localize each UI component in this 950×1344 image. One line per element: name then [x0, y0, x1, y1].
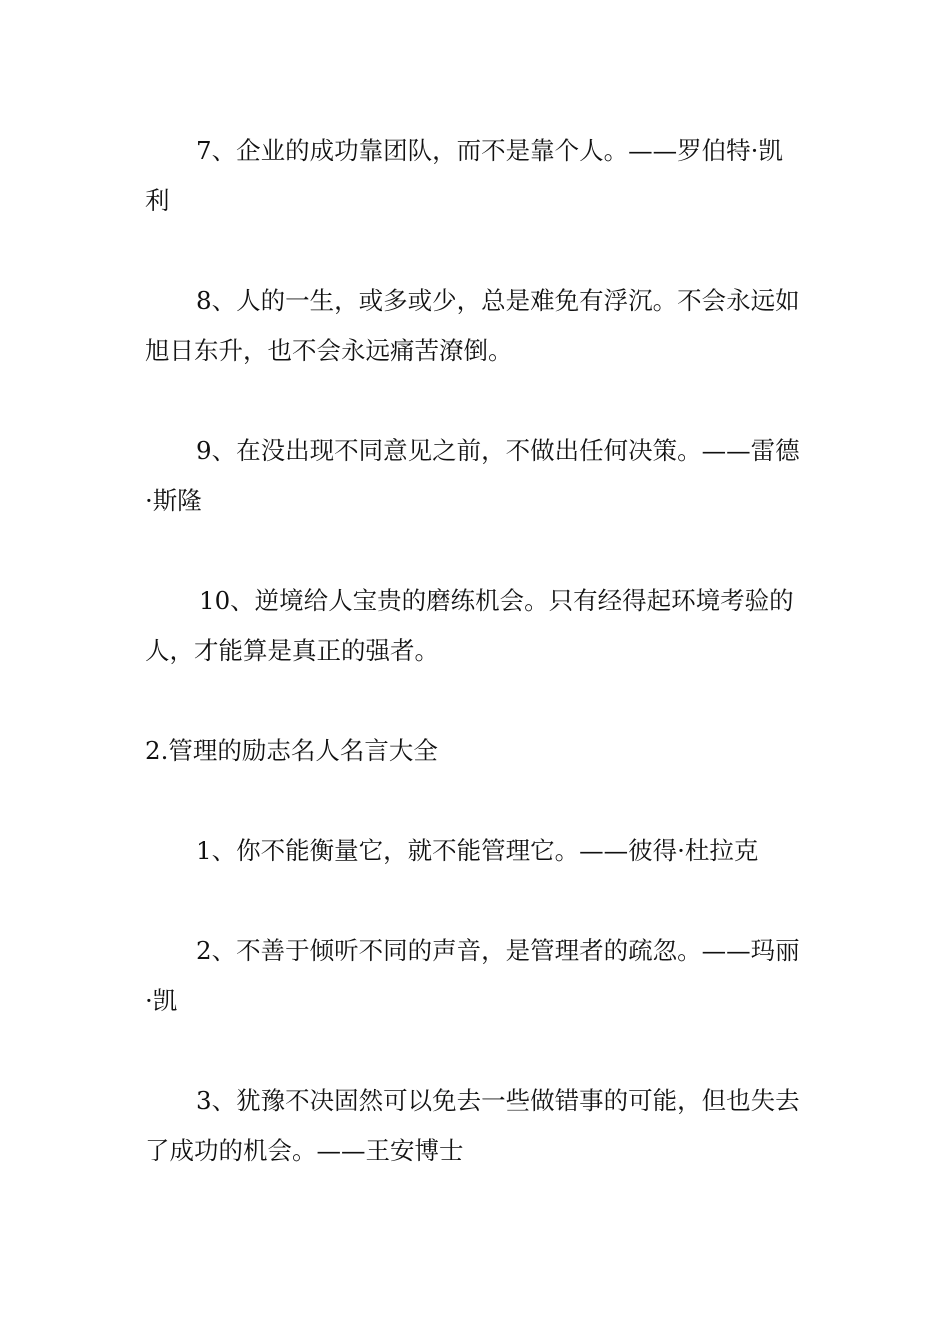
quote-item-7: 7、企业的成功靠团队，而不是靠个人。——罗伯特·凯利 [145, 136, 783, 215]
quote-item-9: 9、在没出现不同意见之前，不做出任何决策。——雷德·斯隆 [145, 436, 800, 515]
management-quote-3: 3、犹豫不决固然可以免去一些做错事的可能，但也失去了成功的机会。——王安博士 [145, 1086, 800, 1165]
section-heading: 2.管理的励志名人名言大全 [145, 736, 438, 765]
quote-item-8: 8、人的一生，或多或少，总是难免有浮沉。不会永远如旭日东升，也不会永远痛苦潦倒。 [145, 286, 800, 365]
management-quote-2: 2、不善于倾听不同的声音，是管理者的疏忽。——玛丽·凯 [145, 936, 800, 1015]
management-quote-1: 1、你不能衡量它，就不能管理它。——彼得·杜拉克 [196, 836, 759, 865]
quote-item-10: 10、逆境给人宝贵的磨练机会。只有经得起环境考验的人，才能算是真正的强者。 [145, 586, 794, 665]
document-body [145, 126, 805, 1226]
